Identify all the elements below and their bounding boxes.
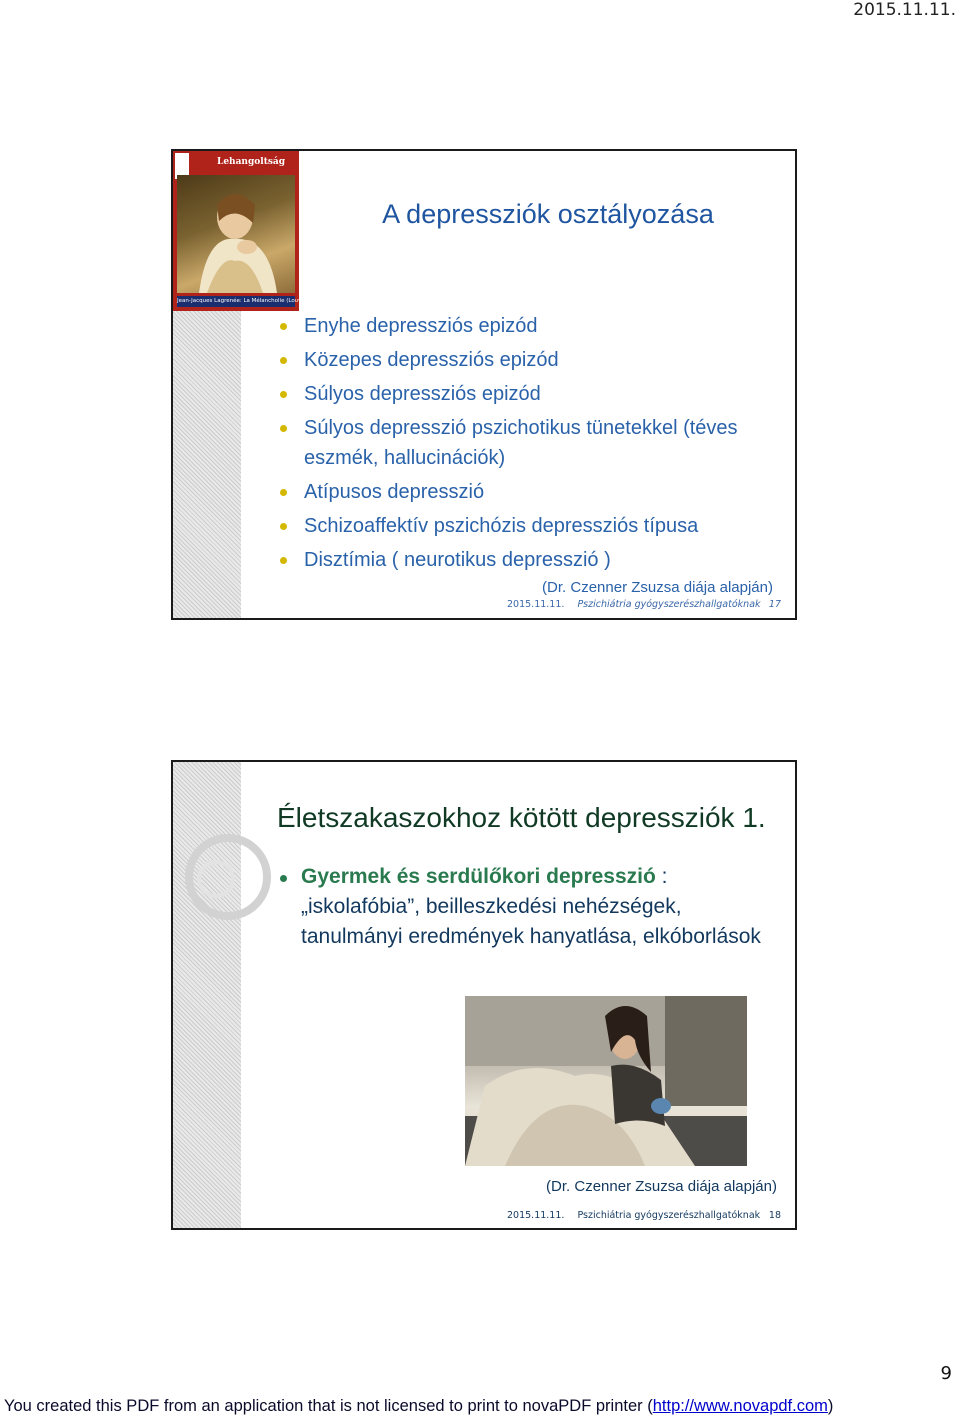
slide-credit: (Dr. Czenner Zsuzsa diája alapján) (546, 1178, 777, 1195)
footer-text: Pszichiátria gyógyszerészhallgatóknak (577, 599, 761, 610)
slide-18 (171, 760, 797, 1230)
list-item: Atípusos depresszió (278, 475, 788, 509)
list-item (278, 862, 788, 952)
bullet-heading: Gyermek és serdülőkori depresszió (301, 865, 656, 888)
slide-credit: (Dr. Czenner Zsuzsa diája alapján) (542, 579, 773, 596)
list-item: Schizoaffektív pszichózis depressziós típusa (278, 509, 788, 543)
decorative-circle-icon (197, 860, 235, 898)
list-item: Enyhe depressziós epizód (278, 309, 788, 343)
painting-caption: Jean-Jacques Lagrenée: La Mélancholie (Louvre, Párizs) (177, 296, 295, 307)
slide-title: A depressziók osztályozása (382, 199, 714, 229)
watermark-prefix: You created this PDF from an application that is not licensed to print to novaPDF printer ( (4, 1397, 653, 1415)
novapdf-link[interactable]: http://www.novapdf.com (652, 1397, 828, 1415)
list-item: Disztímia ( neurotikus depresszió ) (278, 543, 788, 577)
list-item: Közepes depressziós epizód (278, 343, 788, 377)
slide-side-stripe (173, 762, 241, 1228)
bullet-dot-icon (280, 875, 287, 882)
watermark-suffix: ) (827, 1397, 834, 1415)
list-item: Súlyos depressziós epizód (278, 377, 788, 411)
classification-list (278, 309, 788, 577)
bullet-dot-icon (280, 523, 287, 530)
teenager-photo (465, 996, 747, 1166)
bullet-dot-icon (280, 323, 287, 330)
bullet-dot-icon (280, 425, 287, 432)
melancholy-painting (173, 151, 329, 311)
list-item: Súlyos depresszió pszichotikus tünetekkel (téves eszmék, hallucinációk) (278, 411, 788, 475)
slide-17 (171, 149, 797, 620)
page-date: 2015.11.11. (853, 0, 956, 20)
page-number: 9 (940, 1363, 952, 1384)
footer-date: 2015.11.11. (507, 599, 565, 610)
bullet-dot-icon (280, 391, 287, 398)
slide-footer (507, 1210, 760, 1221)
novapdf-watermark (4, 1397, 833, 1416)
footer-text: Pszichiátria gyógyszerészhallgatóknak (577, 1210, 761, 1221)
footer-date: 2015.11.11. (507, 1210, 565, 1221)
bullet-dot-icon (280, 357, 287, 364)
painting-image (177, 175, 295, 293)
bullet-dot-icon (280, 557, 287, 564)
bullet-text: : „iskolafóbia”, beilleszkedési nehézségek, tanulmányi eredmények hanyatlása, elkóborlások (301, 865, 761, 948)
painting-title: Lehangoltság (217, 157, 286, 167)
slide-title: Életszakaszokhoz kötött depressziók 1. (277, 802, 766, 833)
slide-number: 18 (768, 1210, 781, 1221)
slide-number: 17 (768, 599, 781, 610)
bullet-dot-icon (280, 489, 287, 496)
slide-footer (507, 599, 761, 610)
